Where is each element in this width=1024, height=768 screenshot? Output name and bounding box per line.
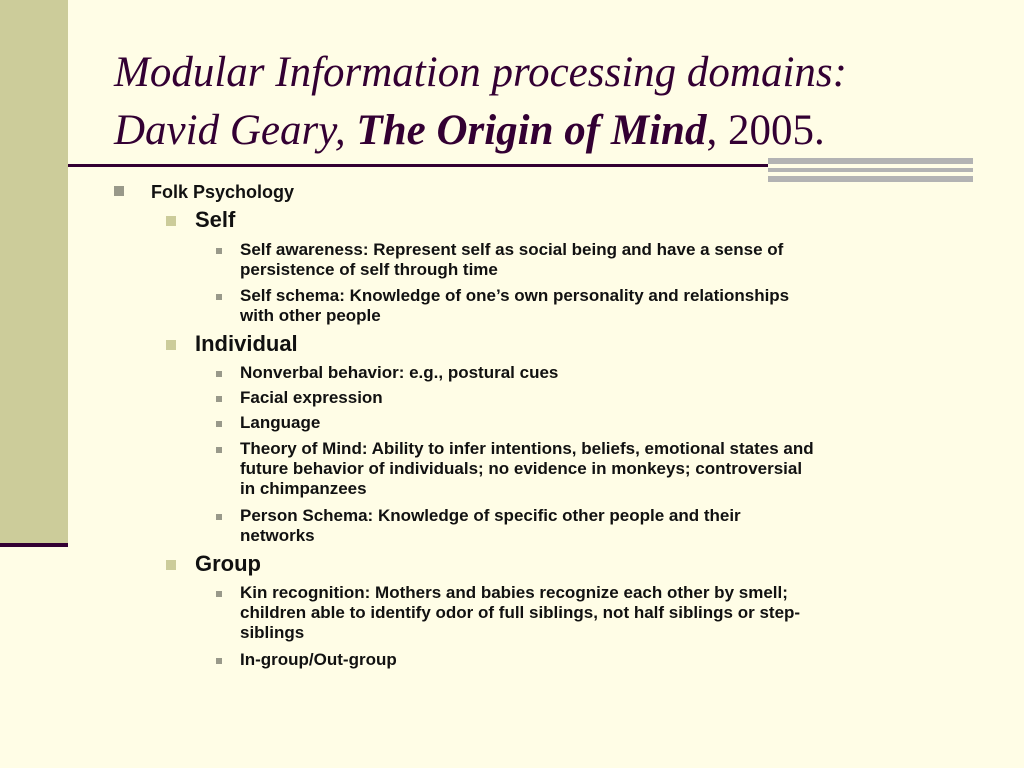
title-author: David Geary,	[114, 107, 346, 154]
individual-item-line: Theory of Mind: Ability to infer intentions, beliefs, emotional states and	[240, 439, 814, 458]
gray-bar	[768, 158, 973, 164]
title-rule	[68, 164, 768, 167]
bullet	[216, 447, 222, 453]
bullet	[216, 658, 222, 664]
individual-item-line: networks	[240, 526, 315, 545]
bullet	[166, 340, 176, 350]
side-band	[0, 0, 68, 546]
group-item	[240, 583, 970, 643]
gray-bar	[768, 176, 973, 182]
bullet	[216, 248, 222, 254]
self-item	[240, 240, 970, 280]
gray-bar	[768, 168, 973, 172]
individual-item-line: Nonverbal behavior: e.g., postural cues	[240, 363, 559, 382]
title-year: , 2005.	[706, 107, 825, 154]
individual-item-line: in chimpanzees	[240, 479, 367, 498]
group-item-line: In-group/Out-group	[240, 650, 397, 669]
individual-item	[240, 506, 970, 546]
individual-item-line: future behavior of individuals; no evidence in monkeys; controversial	[240, 459, 803, 478]
individual-item-line: Facial expression	[240, 388, 383, 407]
bullet	[216, 591, 222, 597]
individual-item	[240, 363, 970, 383]
group-item-line: children able to identify odor of full siblings, not half siblings or step-	[240, 603, 801, 622]
individual-item	[240, 388, 970, 408]
outline-group: Group	[195, 551, 261, 576]
individual-item-line: Person Schema: Knowledge of specific other people and their	[240, 506, 741, 525]
bullet	[216, 396, 222, 402]
individual-item	[240, 439, 970, 499]
bullet	[166, 560, 176, 570]
group-item-line: siblings	[240, 623, 305, 642]
self-item-line: persistence of self through time	[240, 260, 498, 279]
group-item	[240, 650, 970, 670]
bullet	[216, 371, 222, 377]
side-rule	[0, 543, 68, 547]
slide-title	[114, 44, 994, 160]
outline-folk-psychology: Folk Psychology	[151, 182, 295, 202]
bullet	[216, 294, 222, 300]
bullet	[166, 216, 176, 226]
self-item-line: with other people	[240, 306, 381, 325]
gray-bars	[768, 158, 973, 186]
self-item-line: Self schema: Knowledge of one’s own personality and relationships	[240, 286, 790, 305]
bullet	[216, 514, 222, 520]
title-book: The Origin of Mind	[356, 107, 707, 154]
title-line-2	[114, 102, 994, 160]
self-item-line: Self awareness: Represent self as social being and have a sense of	[240, 240, 784, 259]
outline-self: Self	[195, 207, 236, 232]
group-item-line: Kin recognition: Mothers and babies recognize each other by smell;	[240, 583, 788, 602]
title-line-1: Modular Information processing domains:	[114, 49, 847, 96]
outline-individual: Individual	[195, 331, 298, 356]
individual-item-line: Language	[240, 413, 321, 432]
bullet	[114, 186, 124, 196]
individual-item	[240, 413, 970, 433]
self-item	[240, 286, 970, 326]
bullet	[216, 421, 222, 427]
